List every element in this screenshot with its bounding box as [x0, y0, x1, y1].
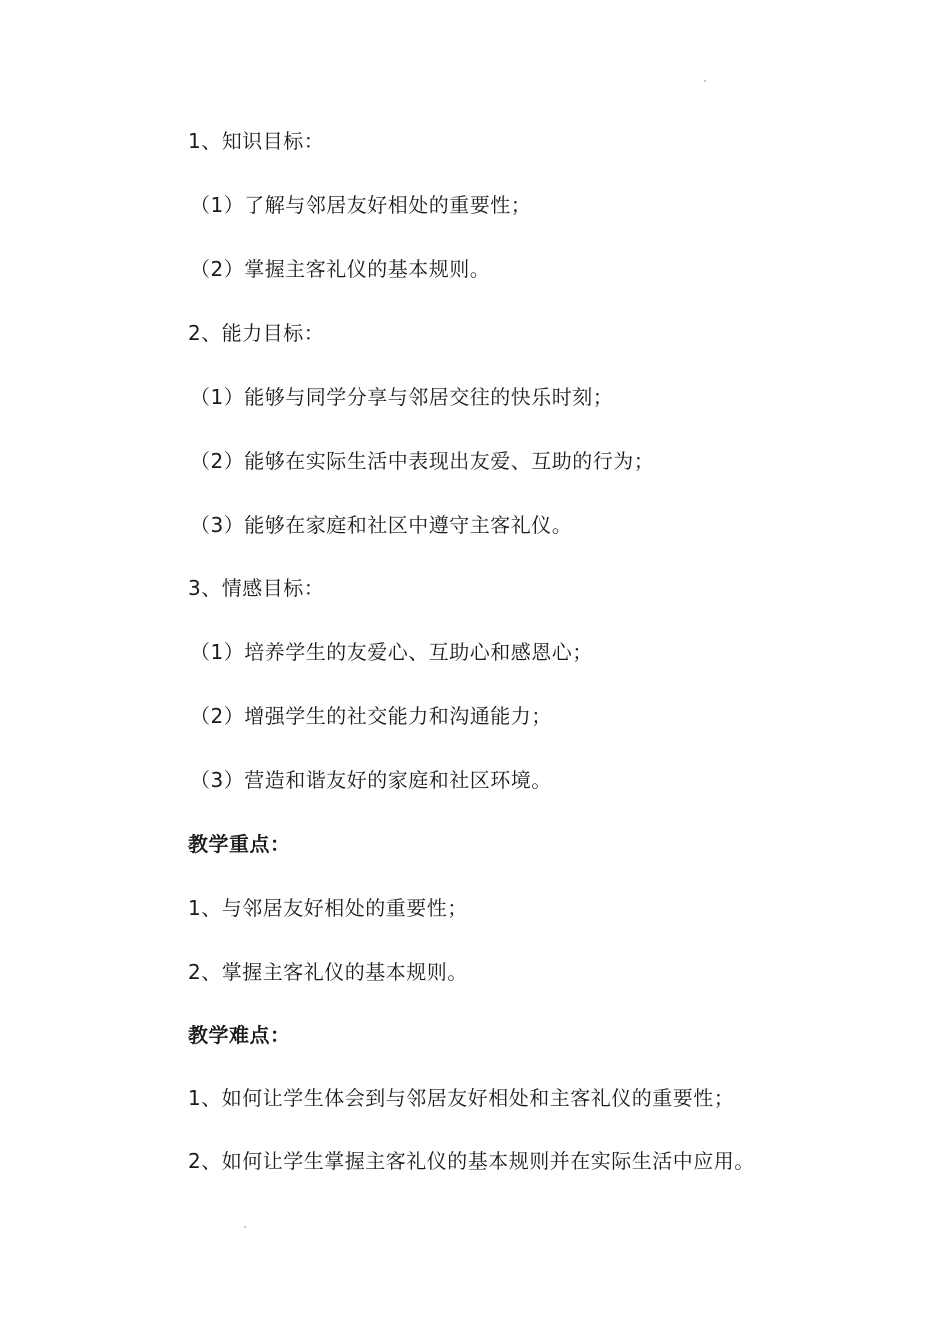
ability-goal-item: （2）能够在实际生活中表现出友爱、互助的行为； [190, 449, 655, 473]
scan-speck [704, 80, 706, 82]
teaching-difficulty-item: 1、如何让学生体会到与邻居友好相处和主客礼仪的重要性； [188, 1086, 735, 1110]
heading-emotion-goals: 3、情感目标： [188, 576, 325, 600]
emotion-goal-item: （2）增强学生的社交能力和沟通能力； [190, 704, 552, 728]
heading-teaching-difficulty: 教学难点： [188, 1023, 291, 1047]
knowledge-goal-item: （2）掌握主客礼仪的基本规则。 [190, 257, 491, 281]
emotion-goal-item: （3）营造和谐友好的家庭和社区环境。 [190, 768, 552, 792]
teaching-difficulty-item: 2、如何让学生掌握主客礼仪的基本规则并在实际生活中应用。 [188, 1149, 755, 1173]
emotion-goal-item: （1）培养学生的友爱心、互助心和感恩心； [190, 640, 593, 664]
heading-ability-goals: 2、能力目标： [188, 321, 325, 345]
teaching-focus-item: 2、掌握主客礼仪的基本规则。 [188, 960, 468, 984]
heading-teaching-focus: 教学重点： [188, 832, 291, 856]
scan-speck [244, 1226, 246, 1228]
teaching-focus-item: 1、与邻居友好相处的重要性； [188, 896, 468, 920]
ability-goal-item: （3）能够在家庭和社区中遵守主客礼仪。 [190, 513, 573, 537]
ability-goal-item: （1）能够与同学分享与邻居交往的快乐时刻； [190, 385, 614, 409]
knowledge-goal-item: （1）了解与邻居友好相处的重要性； [190, 193, 532, 217]
heading-knowledge-goals: 1、知识目标： [188, 129, 325, 153]
